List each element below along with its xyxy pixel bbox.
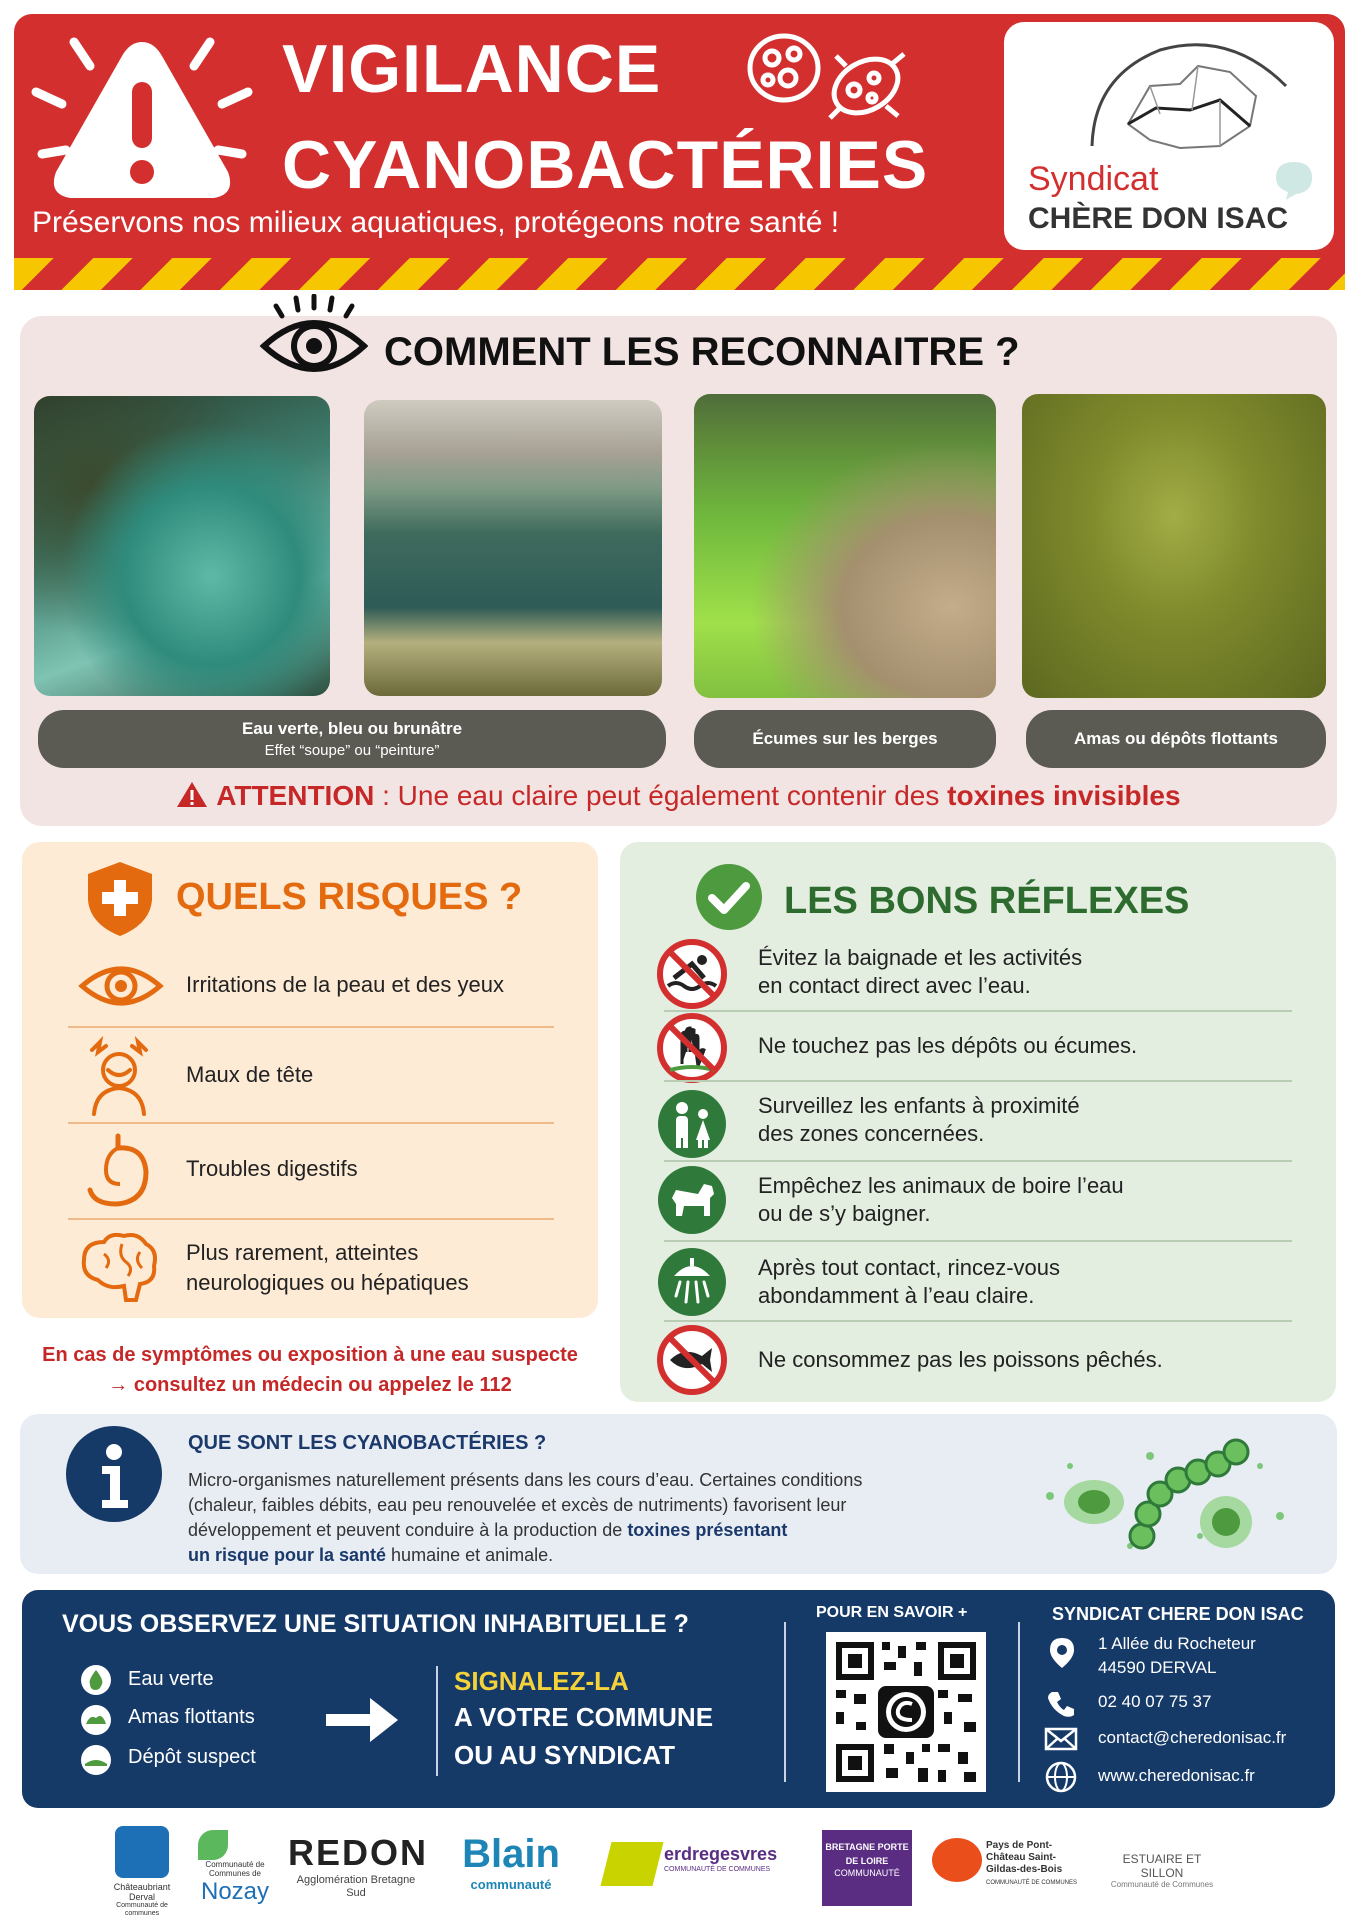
eye-icon (258, 294, 368, 378)
info-icon (64, 1424, 164, 1524)
risk-label: Maux de tête (186, 1062, 314, 1087)
info-plain: humaine et animale. (386, 1545, 554, 1565)
partner-name: REDON (288, 1832, 429, 1873)
report-question: VOUS OBSERVEZ UNE SITUATION INHABITUELLE ? (62, 1610, 689, 1638)
attention-line (0, 780, 1357, 812)
partner-logo-blain (446, 1832, 576, 1902)
shield-cross-icon (84, 860, 156, 938)
cyanobacteria-illustration (1030, 1426, 1300, 1562)
deposit-icon (80, 1744, 112, 1776)
divider (784, 1622, 786, 1782)
risk-label: Troubles digestifs (186, 1156, 358, 1181)
info-text (188, 1468, 988, 1568)
stomach-icon (82, 1130, 156, 1212)
divider (664, 1010, 1292, 1012)
reflex-label: Empêchez les animaux de boire l’eau (758, 1173, 1124, 1198)
subtitle: Préservons nos milieux aquatiques, protégeons notre santé ! (32, 206, 840, 239)
email-link[interactable]: contact@cheredonisac.fr (1098, 1728, 1287, 1747)
reflexes-title: LES BONS RÉFLEXES (784, 880, 1190, 922)
reflex-label: Ne touchez pas les dépôts ou écumes. (758, 1033, 1138, 1058)
partner-sub: communauté (470, 1877, 552, 1892)
partner-sub: COMMUNAUTÉ (834, 1868, 900, 1878)
info-line: Micro-organismes naturellement présents dans les cours d’eau. Certaines conditions (188, 1470, 863, 1490)
divider (1018, 1622, 1020, 1782)
partner-logo-estuaire-sillon (1100, 1836, 1224, 1902)
risks-title: QUELS RISQUES ? (176, 876, 523, 918)
warning-icon (22, 22, 262, 222)
partner-name: BRETAGNE PORTE DE LOIRE (825, 1842, 909, 1866)
partner-name: erdregesvres (664, 1844, 778, 1864)
title-line-2: CYANOBACTÉRIES (282, 127, 929, 203)
signal-line-2: A VOTRE COMMUNE (454, 1702, 714, 1732)
caption-deposits (1026, 710, 1326, 768)
divider (664, 1240, 1292, 1242)
partner-sub: Communauté de communes (116, 1902, 168, 1917)
info-title: QUE SONT LES CYANOBACTÉRIES ? (188, 1432, 547, 1454)
title-line-1: VIGILANCE (282, 31, 662, 107)
symptoms-line-1: En cas de symptômes ou exposition à une eau suspecte (42, 1344, 578, 1366)
no-swimming-icon (656, 938, 728, 1010)
hazard-stripe (14, 258, 1345, 290)
more-info-label: POUR EN SAVOIR + (816, 1604, 968, 1621)
attention-text: : Une eau claire peut également contenir des (374, 780, 948, 811)
info-bold: toxines présentant (627, 1520, 788, 1540)
photo-weir-foam (364, 400, 662, 696)
syndicate-name: SYNDICAT CHERE DON ISAC (1052, 1604, 1304, 1624)
warning-triangle-icon (176, 780, 208, 808)
caption-title: Eau verte, bleu ou brunâtre (241, 719, 463, 738)
info-bold: un risque pour la santé (188, 1545, 387, 1565)
info-plain: développement et peuvent conduire à la production de (188, 1520, 628, 1540)
symptoms-line-2: → consultez un médecin ou appelez le 112 (108, 1374, 512, 1396)
partner-sub: Agglomération Bretagne Sud (296, 1874, 416, 1899)
attention-label: ATTENTION (216, 780, 375, 811)
partner-logo-pont-chateau (932, 1832, 1086, 1904)
no-fish-icon (656, 1324, 728, 1396)
brain-icon (78, 1230, 160, 1304)
risk-label: Irritations de la peau et des yeux (186, 972, 504, 997)
dog-icon (656, 1164, 728, 1236)
divider (68, 1122, 554, 1124)
partner-logo-chateaubriant-derval (110, 1826, 174, 1917)
risk-label: neurologiques ou hépatiques (186, 1270, 469, 1295)
watershed-map-logo (1080, 36, 1300, 176)
reflex-label: Évitez la baignade et les activités (758, 945, 1083, 970)
photo-floating-deposits (1022, 394, 1326, 698)
recognize-title: COMMENT LES RECONNAITRE ? (384, 330, 1020, 374)
address-line-2: 44590 DERVAL (1098, 1658, 1217, 1677)
caption-sub: Effet “soupe” ou “peinture” (264, 742, 440, 759)
address-line-1: 1 Allée du Rocheteur (1098, 1634, 1256, 1653)
signal-line-1: SIGNALEZ-LA (454, 1666, 629, 1696)
divider (436, 1666, 438, 1776)
partner-name: Blain (462, 1832, 560, 1876)
email-icon (1044, 1726, 1078, 1752)
qr-code[interactable] (826, 1632, 986, 1792)
info-line (188, 1543, 988, 1568)
risk-label: Plus rarement, atteintes (186, 1240, 419, 1265)
divider (664, 1160, 1292, 1162)
floating-mass-icon (80, 1704, 112, 1736)
reflex-label: Surveillez les enfants à proximité (758, 1093, 1080, 1118)
reflex-label: Après tout contact, rincez-vous (758, 1255, 1061, 1280)
reflex-label: abondamment à l’eau claire. (758, 1283, 1035, 1308)
divider (68, 1218, 554, 1220)
photo-shore-scum (694, 394, 996, 698)
partner-name: Pays de Pont-Château Saint-Gildas-des-Bois (986, 1840, 1063, 1875)
info-line (188, 1518, 988, 1543)
speech-bubble-icon (1272, 158, 1318, 202)
report-item: Dépôt suspect (128, 1746, 256, 1768)
partner-logo-erdre-gesvres (606, 1836, 786, 1900)
partner-logo-redon (288, 1832, 429, 1902)
photo-green-water (34, 396, 330, 696)
symptoms-warning (22, 1340, 598, 1400)
caption-title: Écumes sur les berges (752, 729, 938, 748)
check-icon (694, 862, 764, 932)
divider (664, 1080, 1292, 1082)
headache-icon (84, 1036, 154, 1116)
info-line: (chaleur, faibles débits, eau peu renouvelée et excès de nutriments) favorisent leur (188, 1495, 847, 1515)
partner-name: ESTUAIRE ET SILLON (1122, 1852, 1202, 1880)
bacteria-icon (742, 24, 912, 124)
no-touch-icon (656, 1012, 728, 1084)
report-item: Eau verte (128, 1668, 214, 1690)
arrow-right-icon (322, 1692, 402, 1748)
reflex-label: ou de s’y baigner. (758, 1201, 931, 1226)
signal-line-3: OU AU SYNDICAT (454, 1740, 675, 1770)
reflex-label: des zones concernées. (758, 1121, 985, 1146)
divider (68, 1026, 554, 1028)
water-drop-icon (80, 1664, 112, 1696)
children-icon (656, 1088, 728, 1160)
partner-logo-nozay (194, 1830, 276, 1910)
partner-sub: COMMUNAUTÉ DE COMMUNES (986, 1880, 1077, 1886)
caption-scum (694, 710, 996, 768)
phone-icon (1046, 1688, 1076, 1718)
logo-name-chere-don-isac: CHÈRE DON ISAC (1028, 202, 1289, 235)
reflex-label: Ne consommez pas les poissons pêchés. (758, 1347, 1163, 1372)
caption-green-water (38, 710, 666, 768)
partner-name: Châteaubriant Derval (113, 1882, 171, 1902)
report-item: Amas flottants (128, 1706, 255, 1728)
shower-icon (656, 1246, 728, 1318)
logo-name-syndicat: Syndicat (1028, 160, 1159, 198)
qr-code-icon (826, 1632, 986, 1792)
partner-sub: COMMUNAUTÉ DE COMMUNES (664, 1866, 771, 1873)
partner-sub: Communauté de Communes de (205, 1860, 265, 1878)
reflex-label: en contact direct avec l’eau. (758, 973, 1031, 998)
partner-logo-bretagne-porte-de-loire (822, 1830, 912, 1906)
caption-title: Amas ou dépôts flottants (1073, 729, 1278, 748)
phone-number: 02 40 07 75 37 (1098, 1692, 1212, 1711)
eye-icon (78, 958, 164, 1014)
location-pin-icon (1048, 1636, 1076, 1670)
globe-icon (1044, 1760, 1078, 1794)
divider (664, 1320, 1292, 1322)
partner-sub: Communauté de Communes (1110, 1880, 1214, 1889)
partner-name: Nozay (200, 1878, 270, 1905)
website-link[interactable]: www.cheredonisac.fr (1098, 1766, 1255, 1785)
attention-bold: toxines invisibles (947, 780, 1181, 811)
